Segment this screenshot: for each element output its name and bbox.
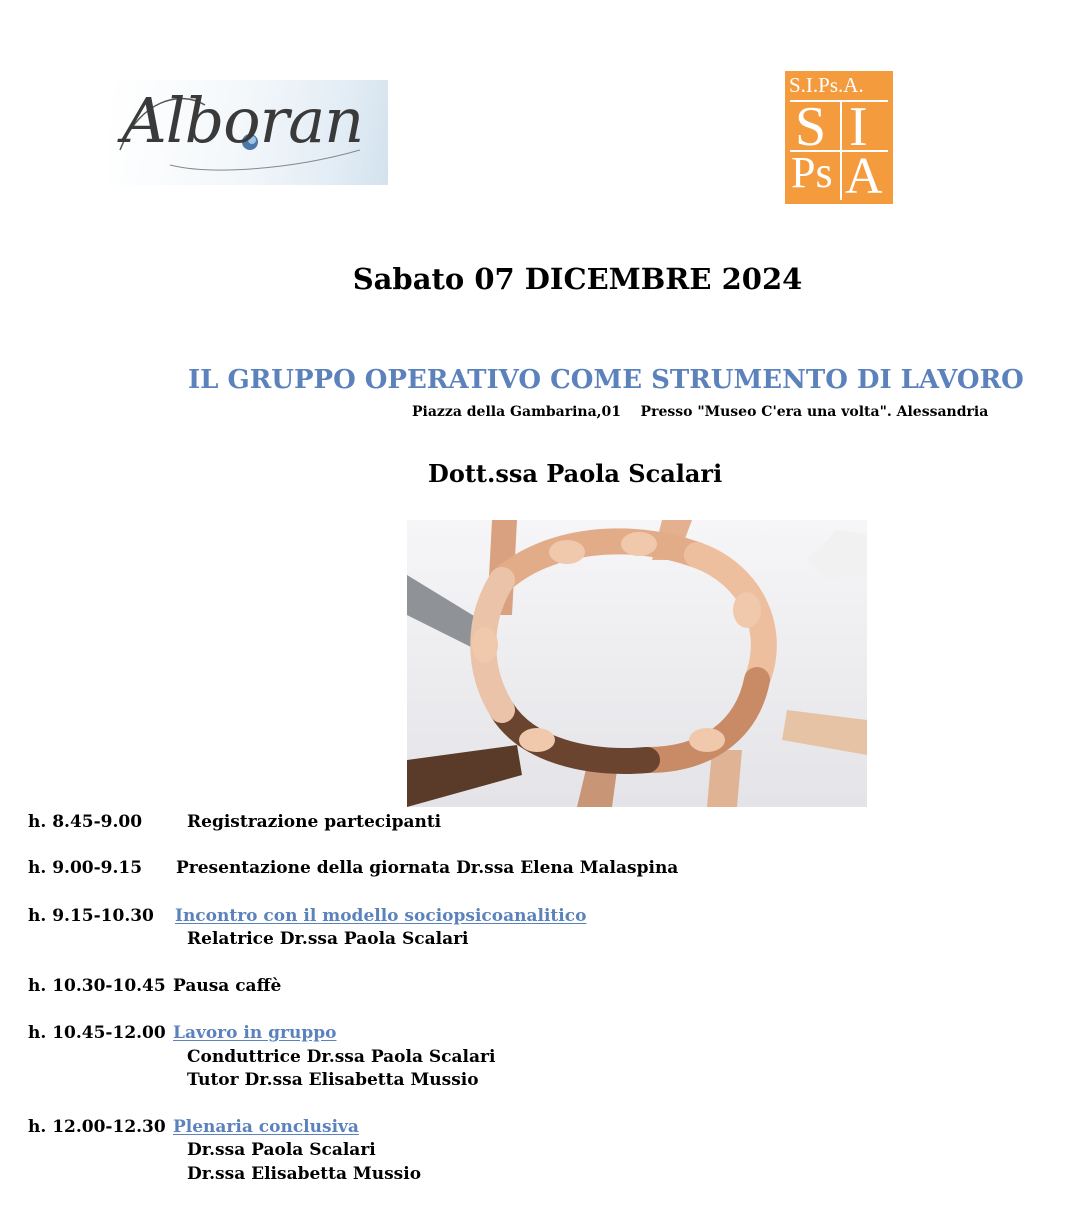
program-time: h. 10.45-12.00 bbox=[28, 1023, 166, 1043]
program-detail: Dr.ssa Elisabetta Mussio bbox=[187, 1164, 422, 1184]
sipsa-logo bbox=[785, 71, 893, 204]
program-time: h. 10.30-10.45 bbox=[28, 976, 166, 996]
program-detail: Tutor Dr.ssa Elisabetta Mussio bbox=[187, 1070, 479, 1090]
program-time: h. 12.00-12.30 bbox=[28, 1117, 166, 1137]
program-title: Pausa caffè bbox=[173, 976, 282, 996]
event-title: IL GRUPPO OPERATIVO COME STRUMENTO DI LAVORO bbox=[188, 365, 1024, 395]
program-detail: Relatrice Dr.ssa Paola Scalari bbox=[187, 929, 469, 949]
program-time: h. 8.45-9.00 bbox=[28, 812, 143, 832]
sipsa-letter-s: S bbox=[795, 96, 827, 158]
event-date: Sabato 07 DICEMBRE 2024 bbox=[352, 262, 803, 296]
program-link-incontro[interactable]: Incontro con il modello sociopsicoanalitico bbox=[175, 906, 587, 926]
alboran-logo bbox=[110, 80, 388, 185]
program-time: h. 9.15-10.30 bbox=[28, 906, 154, 926]
program-link-lavoro[interactable]: Lavoro in gruppo bbox=[173, 1023, 337, 1043]
sipsa-logo-caption: S.I.Ps.A. bbox=[789, 73, 864, 97]
program-title: Presentazione della giornata Dr.ssa Elena Malaspina bbox=[176, 858, 679, 878]
event-venue: Piazza della Gambarina,01 Presso "Museo C'era una volta". Alessandria bbox=[412, 404, 989, 420]
program-title: Registrazione partecipanti bbox=[187, 812, 442, 832]
program-time: h. 9.00-9.15 bbox=[28, 858, 143, 878]
program-detail: Dr.ssa Paola Scalari bbox=[187, 1140, 376, 1160]
speaker-name: Dott.ssa Paola Scalari bbox=[428, 459, 723, 488]
program-link-plenaria[interactable]: Plenaria conclusiva bbox=[173, 1117, 359, 1137]
sipsa-letter-ps: Ps bbox=[791, 148, 833, 197]
sipsa-letter-i: I bbox=[849, 96, 868, 158]
sipsa-letter-a: A bbox=[845, 148, 883, 204]
hands-circle-photo bbox=[407, 520, 867, 807]
program-detail: Conduttrice Dr.ssa Paola Scalari bbox=[187, 1047, 496, 1067]
alboran-wordmark: Alboran bbox=[122, 84, 364, 157]
